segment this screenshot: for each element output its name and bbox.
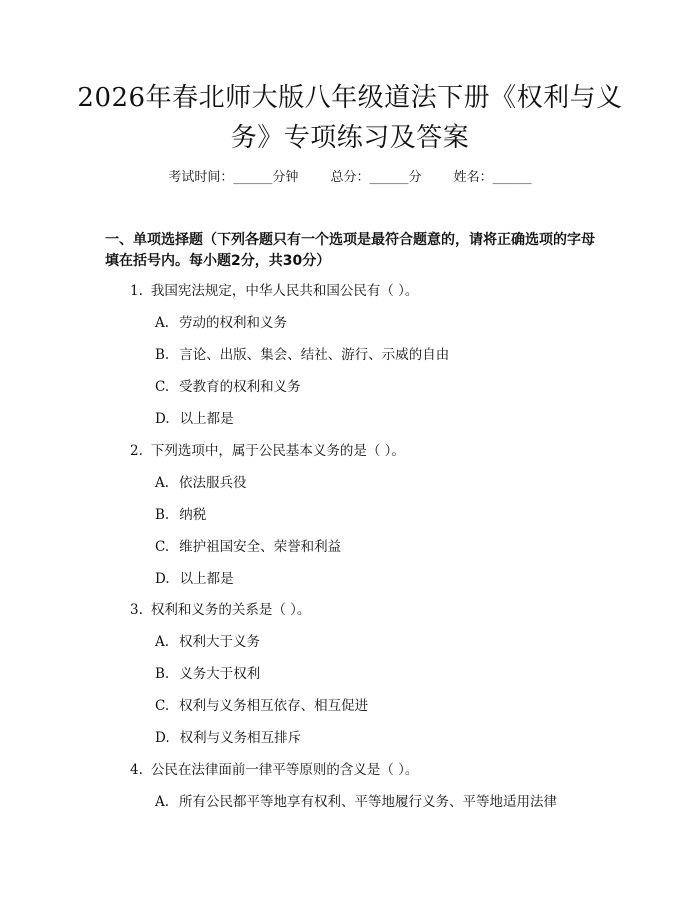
option-letter: C. — [155, 379, 170, 395]
section-heading: 一、单项选择题（下列各题只有一个选项是最符合题意的，请将正确选项的字母填在括号内。每小题2分，共30分） — [105, 232, 595, 269]
question-1 — [130, 281, 418, 301]
option-text: 权利大于义务 — [179, 634, 261, 650]
question-4 — [130, 760, 418, 780]
exam-info-line — [0, 168, 700, 188]
option-text: 以上都是 — [179, 411, 234, 427]
option-letter: D. — [155, 411, 170, 427]
option-text: 义务大于权利 — [179, 666, 261, 682]
option-text: 依法服兵役 — [179, 475, 247, 491]
total-score-field: 总分：______分 — [330, 170, 422, 185]
option-letter: B. — [155, 347, 170, 363]
option-letter: A. — [155, 475, 170, 491]
question-text: 我国宪法规定，中华人民共和国公民有（ ）。 — [150, 283, 419, 299]
question-2-option-a — [155, 473, 247, 493]
option-text: 维护祖国安全、荣誉和利益 — [179, 539, 342, 555]
option-letter: D. — [155, 730, 170, 746]
option-letter: D. — [155, 571, 170, 587]
question-3-option-a — [155, 632, 260, 652]
question-text: 公民在法律面前一律平等原则的含义是（ ）。 — [150, 762, 419, 778]
option-letter: B. — [155, 666, 170, 682]
question-1-option-b — [155, 345, 449, 365]
option-letter: A. — [155, 794, 170, 810]
question-2-option-d — [155, 569, 234, 589]
question-3-option-b — [155, 664, 260, 684]
option-text: 受教育的权利和义务 — [179, 379, 301, 395]
option-text: 言论、出版、集会、结社、游行、示威的自由 — [179, 347, 450, 363]
question-number: 2. — [130, 443, 143, 459]
question-3-option-d — [155, 728, 301, 748]
option-letter: A. — [155, 315, 170, 331]
document-title: 2026年春北师大版八年级道法下册《权利与义务》专项练习及答案 — [77, 83, 623, 153]
option-letter: A. — [155, 634, 170, 650]
question-number: 4. — [130, 762, 143, 778]
option-text: 以上都是 — [179, 571, 234, 587]
option-letter: C. — [155, 698, 170, 714]
option-text: 权利与义务相互排斥 — [179, 730, 302, 746]
question-text: 下列选项中，属于公民基本义务的是（ ）。 — [150, 443, 405, 459]
student-name-field: 姓名：______ — [453, 170, 532, 185]
question-number: 1. — [130, 283, 143, 299]
question-1-option-a — [155, 313, 287, 333]
option-text: 权利与义务相互依存、相互促进 — [179, 698, 369, 714]
question-number: 3. — [130, 602, 143, 618]
question-1-option-d — [155, 409, 234, 429]
option-text: 所有公民都平等地享有权利、平等地履行义务、平等地适用法律 — [179, 794, 558, 810]
question-2 — [130, 441, 405, 461]
option-text: 劳动的权利和义务 — [179, 315, 288, 331]
option-letter: B. — [155, 507, 170, 523]
question-3-option-c — [155, 696, 368, 716]
question-text: 权利和义务的关系是（ ）。 — [150, 602, 311, 618]
option-letter: C. — [155, 539, 170, 555]
exam-time-field: 考试时间：______分钟 — [168, 170, 299, 185]
question-1-option-c — [155, 377, 301, 397]
question-2-option-b — [155, 505, 206, 525]
option-text: 纳税 — [179, 507, 207, 523]
question-2-option-c — [155, 537, 341, 557]
question-4-option-a — [155, 792, 557, 812]
question-3 — [130, 600, 310, 620]
